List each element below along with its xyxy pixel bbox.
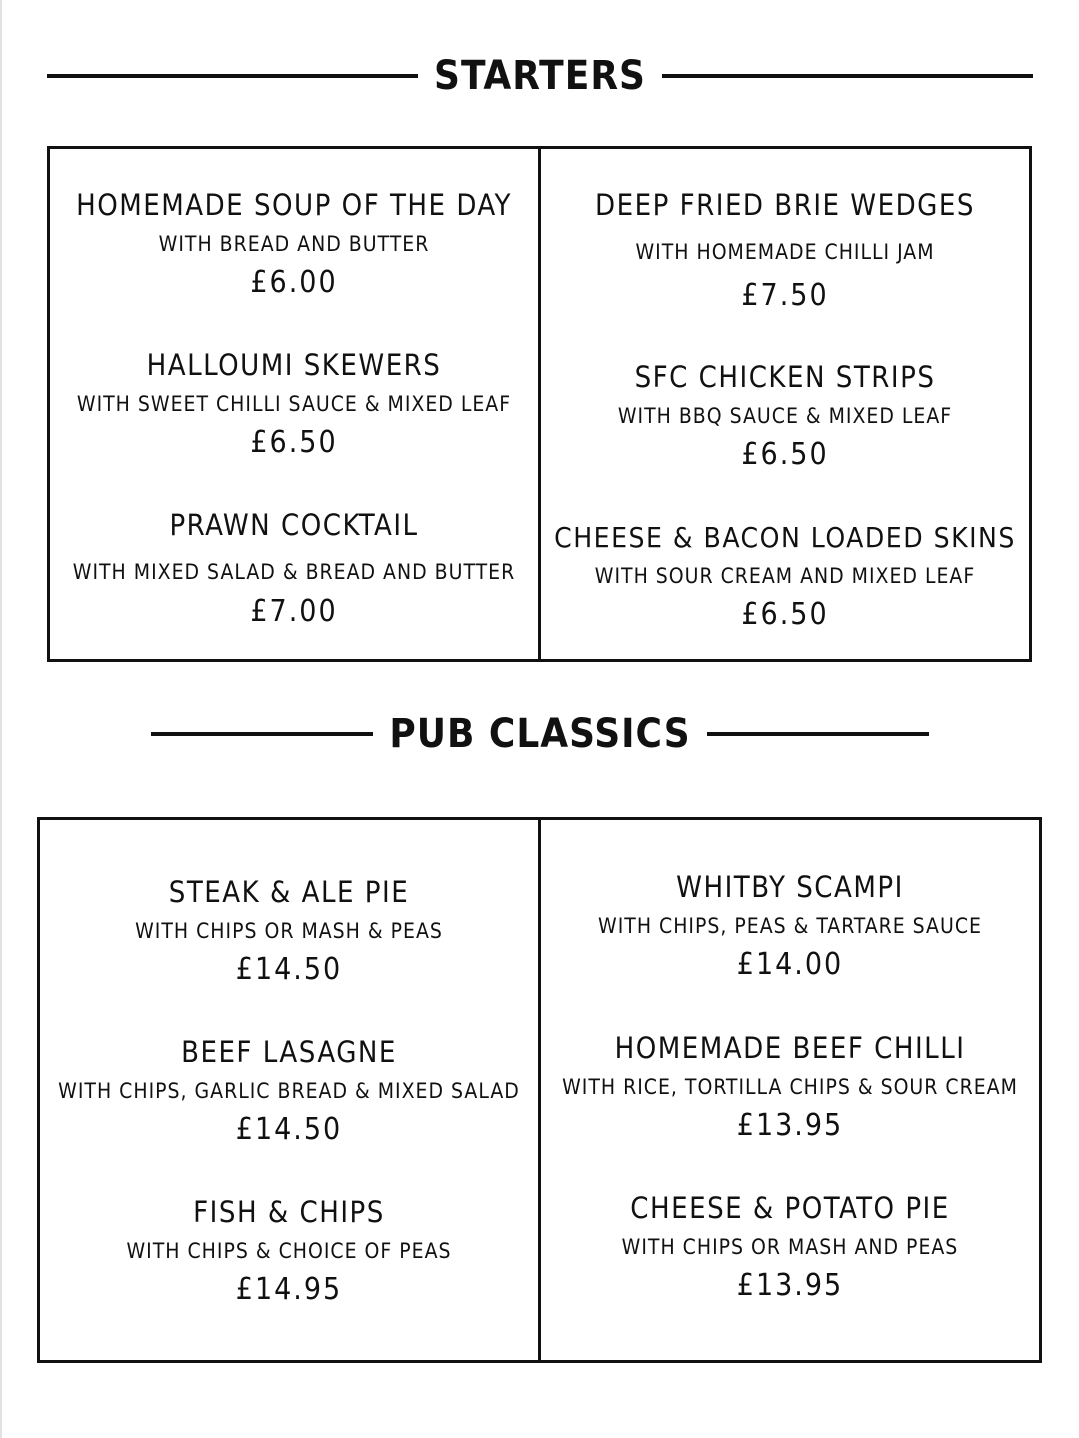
- menu-item: [541, 188, 1029, 313]
- item-description: WITH RICE, TORTILLA CHIPS & SOUR CREAM: [562, 1075, 1018, 1099]
- item-price: £6.00: [250, 265, 338, 300]
- item-name: DEEP FRIED BRIE WEDGES: [595, 188, 975, 222]
- starters-right-column: [538, 149, 1029, 659]
- menu-item: [40, 875, 538, 987]
- item-description: WITH HOMEMADE CHILLI JAM: [635, 240, 935, 264]
- item-description: WITH BREAD AND BUTTER: [158, 232, 430, 256]
- item-name: SFC CHICKEN STRIPS: [634, 360, 936, 394]
- item-name: WHITBY SCAMPI: [676, 870, 904, 904]
- pub-classics-left-column: [40, 820, 538, 1360]
- pub-classics-right-column: [538, 820, 1039, 1360]
- item-price: £6.50: [250, 425, 338, 460]
- menu-item: [541, 870, 1039, 982]
- item-description: WITH SOUR CREAM AND MIXED LEAF: [594, 564, 976, 588]
- item-price: £13.95: [736, 1108, 844, 1143]
- item-price: £14.50: [235, 952, 343, 987]
- menu-item: [40, 1195, 538, 1307]
- item-price: £6.50: [741, 597, 829, 632]
- item-price: £7.00: [250, 594, 338, 629]
- item-name: HOMEMADE SOUP OF THE DAY: [76, 188, 512, 222]
- item-name: CHEESE & POTATO PIE: [630, 1191, 950, 1225]
- item-description: WITH BBQ SAUCE & MIXED LEAF: [617, 404, 953, 428]
- item-price: £7.50: [741, 278, 829, 313]
- menu-item: [541, 1191, 1039, 1303]
- item-description: WITH CHIPS & CHOICE OF PEAS: [126, 1239, 452, 1263]
- item-description: WITH SWEET CHILLI SAUCE & MIXED LEAF: [76, 392, 512, 416]
- starters-menu-box: [47, 146, 1032, 662]
- item-name: BEEF LASAGNE: [181, 1035, 397, 1069]
- pub-classics-heading: [151, 712, 929, 756]
- heading-rule-right: [707, 732, 929, 736]
- item-description: WITH CHIPS OR MASH & PEAS: [135, 919, 443, 943]
- menu-item: [50, 508, 538, 629]
- section-title-starters: STARTERS: [434, 53, 646, 99]
- item-name: FISH & CHIPS: [193, 1195, 385, 1229]
- heading-rule-right: [662, 74, 1033, 78]
- menu-item: [50, 348, 538, 460]
- menu-item: [50, 188, 538, 300]
- item-description: WITH CHIPS, GARLIC BREAD & MIXED SALAD: [58, 1079, 520, 1103]
- menu-item: [541, 360, 1029, 472]
- starters-left-column: [50, 149, 538, 659]
- item-name: PRAWN COCKTAIL: [169, 508, 419, 542]
- section-title-pub-classics: PUB CLASSICS: [389, 711, 691, 757]
- item-name: HALLOUMI SKEWERS: [146, 348, 442, 382]
- item-price: £6.50: [741, 437, 829, 472]
- item-description: WITH CHIPS OR MASH AND PEAS: [621, 1235, 959, 1259]
- page-edge: [0, 0, 2, 1438]
- pub-classics-menu-box: [37, 817, 1042, 1363]
- heading-rule-left: [47, 74, 418, 78]
- item-description: WITH MIXED SALAD & BREAD AND BUTTER: [72, 560, 516, 584]
- item-price: £14.50: [235, 1112, 343, 1147]
- starters-heading: [47, 54, 1033, 98]
- menu-item: [541, 521, 1029, 632]
- heading-rule-left: [151, 732, 373, 736]
- item-description: WITH CHIPS, PEAS & TARTARE SAUCE: [598, 914, 982, 938]
- menu-item: [541, 1031, 1039, 1143]
- item-name: HOMEMADE BEEF CHILLI: [614, 1031, 966, 1065]
- item-name: STEAK & ALE PIE: [168, 875, 410, 909]
- item-price: £14.00: [736, 947, 844, 982]
- item-name: CHEESE & BACON LOADED SKINS: [554, 521, 1016, 554]
- item-price: £14.95: [235, 1272, 343, 1307]
- item-price: £13.95: [736, 1268, 844, 1303]
- menu-item: [40, 1035, 538, 1147]
